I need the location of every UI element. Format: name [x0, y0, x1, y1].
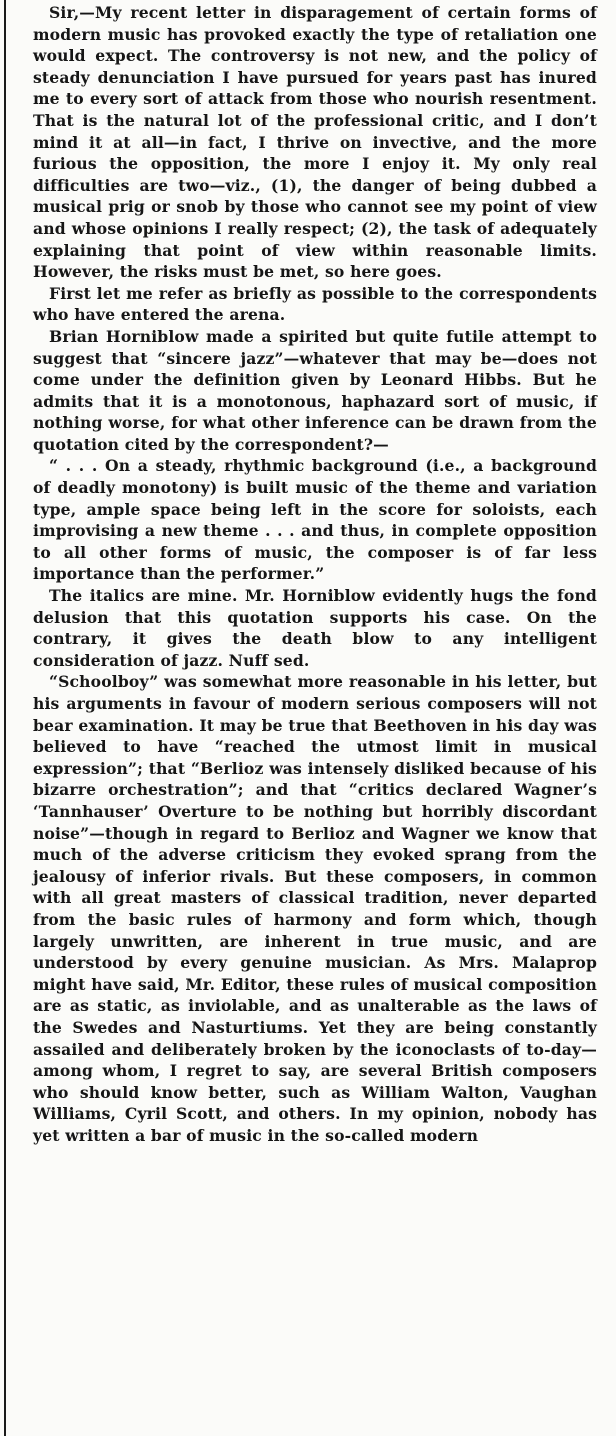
column-rule [4, 0, 6, 1436]
paragraph-schoolboy: “Schoolboy” was somewhat more reasonable in his letter, but his arguments in favour of modern serious composers will not bear examination. It may be true that Beethoven in his day was believed to have “reached the utmost limit in musical expression”; that “Berlioz was intensely disliked because of his bizarre orchestration”; and that “critics declared Wagner’s ‘Tannhauser’ Overture to be nothing but horribly discordant noise”—though in regard to Berlioz and Wagner we know that much of the adverse criticism they evoked sprang from the jealousy of inferior rivals. But these composers, in common with all great masters of classical tradition, never departed from the basic rules of harmony and form which, though largely unwritten, are inherent in true music, and are understood by every genuine musician. As Mrs. Malaprop might have said, Mr. Editor, these rules of musical composition are as static, as inviolable, and as unalterable as the laws of the Swedes and Nasturtiums. Yet they are being constantly assailed and deliberately broken by the iconoclasts of to-day—among whom, I regret to say, are several British composers who should know better, such as William Walton, Vaughan Williams, Cyril Scott, and others. In my opinion, nobody has yet written a bar of music in the so-called modern [33, 672, 597, 1145]
paragraph-horniblow: Brian Horniblow made a spirited but quite futile attempt to suggest that “sincere jazz”—whatever that may be—does not come under the definition given by Leonard Hibbs. But he admits that it is a monotonous, haphazard sort of music, if nothing worse, for what other inference can be drawn from the quotation cited by the correspondent?— [33, 326, 597, 454]
paragraph-italics: The italics are mine. Mr. Horniblow evidently hugs the fond delusion that this quotation supports his case. On the contrary, it gives the death blow to any intelligent consideration of jazz. Nuff sed. [33, 586, 597, 670]
paragraph-correspondents: First let me refer as briefly as possible to the correspondents who have entered the arena. [33, 283, 597, 325]
paragraph-quotation: “ . . . On a steady, rhythmic background (i.e., a background of deadly monotony) is built music of the theme and variation type, ample space being left in the score for soloists, each improvising a new theme . . . and thus, in complete opposition to all other forms of music, the composer is of far less importance than the performer.” [33, 456, 597, 584]
paragraph-opening: Sir,—My recent letter in disparagement of certain forms of modern music has provoked exactly the type of retaliation one would expect. The controversy is not new, and the policy of steady denunciation I have pursued for years past has inured me to every sort of attack from those who nourish resentment. That is the natural lot of the professional critic, and I don’t mind it at all—in fact, I thrive on invective, and the more furious the opposition, the more I enjoy it. My only real difficulties are two—viz., (1), the danger of being dubbed a musical prig or snob by those who cannot see my point of view and whose opinions I really respect; (2), the task of adequately explaining that point of view within reasonable limits. However, the risks must be met, so here goes. [33, 3, 597, 282]
letter-column [33, 2, 597, 1146]
